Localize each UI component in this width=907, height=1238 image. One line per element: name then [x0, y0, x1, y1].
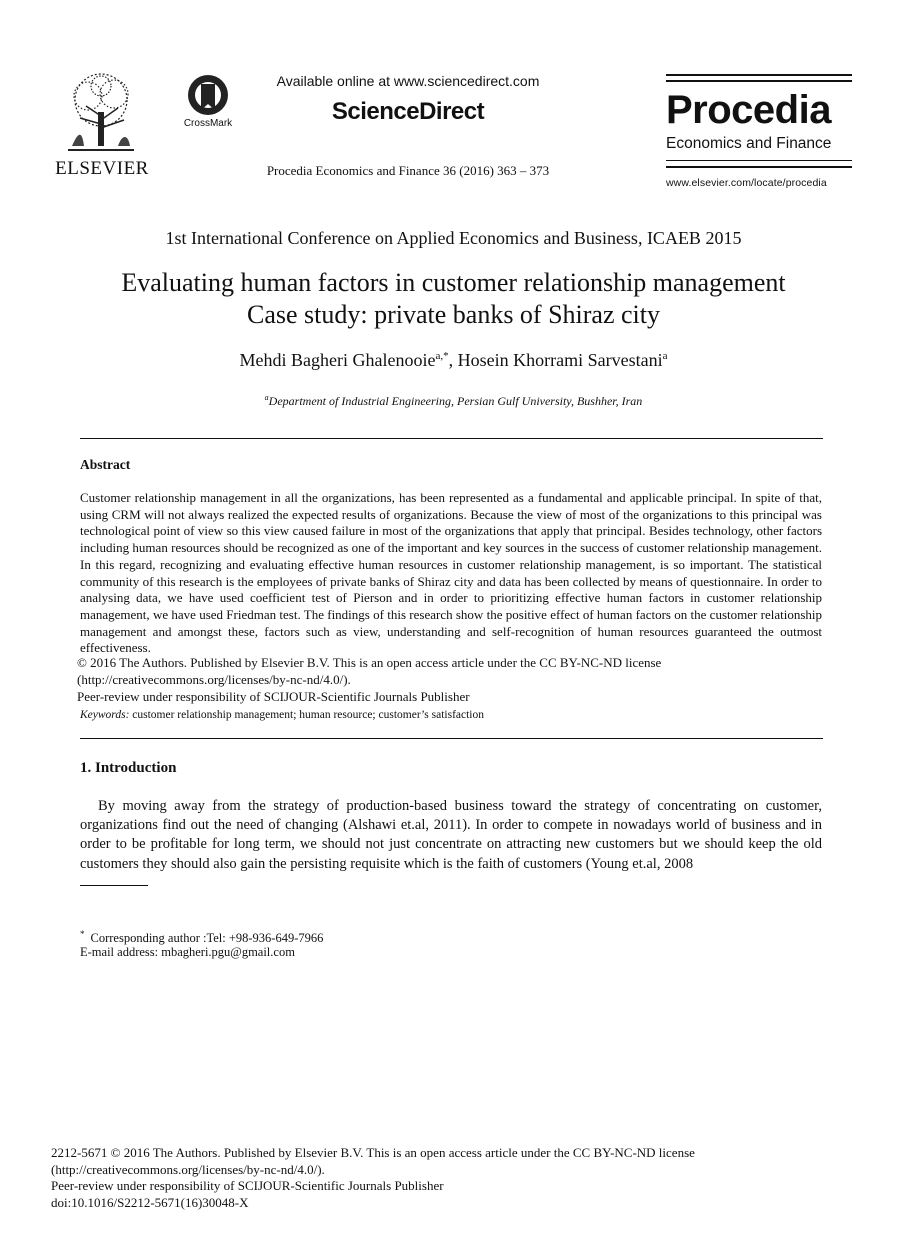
procedia-rule	[666, 80, 852, 82]
email-address: E-mail address: mbagheri.pgu@gmail.com	[80, 945, 295, 959]
crossmark-label: CrossMark	[183, 118, 233, 129]
keywords-list: customer relationship management; human resource; customer’s satisfaction	[129, 709, 484, 721]
abstract-heading: Abstract	[80, 457, 131, 472]
procedia-logo	[666, 74, 854, 194]
peer-review-note: Peer-review under responsibility of SCIJOUR-Scientific Journals Publisher	[77, 689, 470, 704]
introduction-heading: 1. Introduction	[80, 760, 177, 776]
crossmark-icon	[178, 74, 238, 118]
keywords-label: Keywords:	[80, 709, 130, 721]
procedia-subtitle: Economics and Finance	[666, 135, 832, 152]
author-list	[0, 350, 907, 371]
corresponding-author-text: Corresponding author :Tel: +98-936-649-7966	[90, 931, 324, 946]
issn-copyright-line: 2212-5671 © 2016 The Authors. Published by Elsevier B.V. This is an open access article under the CC BY-NC-ND license	[51, 1145, 695, 1160]
introduction-text: By moving away from the strategy of production-based business toward the strategy of concentrating on customer, organizations find out the need of changing (Alshawi et.al, 2011). In order to compete in nowadays world of business and in order to be profitable for long term, we should not just concentrate on attracting new customers but we should keep the old customers they should also gain the persisting requisite which is the faith of customers (Young et.al, 2008	[80, 798, 822, 872]
bottom-license-link[interactable]: (http://creativecommons.org/licenses/by-nc-nd/4.0/).	[51, 1162, 325, 1177]
procedia-rule	[666, 166, 852, 168]
section-divider	[80, 438, 823, 439]
section-divider	[80, 738, 823, 739]
footnote-rule	[80, 885, 148, 886]
paper-title-line-2: Case study: private banks of Shiraz city	[246, 300, 661, 329]
procedia-rule	[666, 160, 852, 161]
corresponding-author-note	[80, 929, 323, 946]
author-affiliation-mark: a	[662, 350, 668, 362]
procedia-title: Procedia	[666, 88, 831, 132]
elsevier-logo	[52, 72, 152, 180]
author-name: Mehdi Bagheri Ghalenooie	[239, 350, 436, 370]
abstract-text: Customer relationship management in all the organizations, has been represented as a fundamental and applicable principal. In spite of that, using CRM will not always realized the expected results of organizations. Because the view of most of the organizations to this principal was technological point of view so this view caused failure in most of the organizations that apply that principal. Besides technology, other factors including human resources should be recognized as one of the important and key sources in the success of customer relationship management. In this regard, recognizing and evaluating effective human resources in customer relationship management, is so important. The statistical community of this research is the employees of private banks of Shiraz city and data has been collected by means of questionnaire. In order to analysing data, we have used coefficient test of Pierson and in order to prioritizing effective human factors in customer relationship management, we have used Friedman test. The findings of this research show the positive effect of human factors on the customer relationship management and amongst these, factors such as view, understanding and self-recognition of human resources guaranteed the outmost effectiveness.	[80, 490, 822, 656]
crossmark-badge[interactable]	[178, 74, 238, 134]
affiliation-text: Department of Industrial Engineering, Persian Gulf University, Bushher, Iran	[268, 394, 643, 408]
copyright-text: © 2016 The Authors. Published by Elsevier B.V. This is an open access article under the CC BY-NC-ND license	[77, 655, 662, 670]
author-affiliation-mark: a,*	[435, 350, 449, 362]
copyright-notice	[77, 655, 822, 688]
sciencedirect-wordmark: ScienceDirect	[331, 98, 485, 125]
elsevier-wordmark: ELSEVIER	[55, 158, 149, 179]
available-online-text: Available online at www.sciencedirect.com	[276, 73, 540, 89]
journal-reference: Procedia Economics and Finance 36 (2016) 363 – 373	[266, 163, 550, 178]
author-name: Hosein Khorrami Sarvestani	[457, 350, 663, 370]
paper-title-line-1: Evaluating human factors in customer relationship management	[121, 268, 786, 297]
affiliation	[0, 393, 907, 409]
author-separator: ,	[448, 350, 458, 370]
conference-name: 1st International Conference on Applied Economics and Business, ICAEB 2015	[165, 228, 742, 248]
procedia-url[interactable]: www.elsevier.com/locate/procedia	[666, 177, 827, 189]
procedia-rule	[666, 74, 852, 76]
bottom-peer-review: Peer-review under responsibility of SCIJOUR-Scientific Journals Publisher	[51, 1178, 444, 1193]
license-link[interactable]: (http://creativecommons.org/licenses/by-nc-nd/4.0/).	[77, 671, 351, 687]
keywords	[80, 709, 484, 721]
affiliation-mark: a	[264, 393, 269, 402]
doi[interactable]: doi:10.1016/S2212-5671(16)30048-X	[51, 1195, 249, 1210]
footnote-mark: *	[80, 929, 85, 939]
elsevier-tree-icon	[58, 72, 144, 152]
